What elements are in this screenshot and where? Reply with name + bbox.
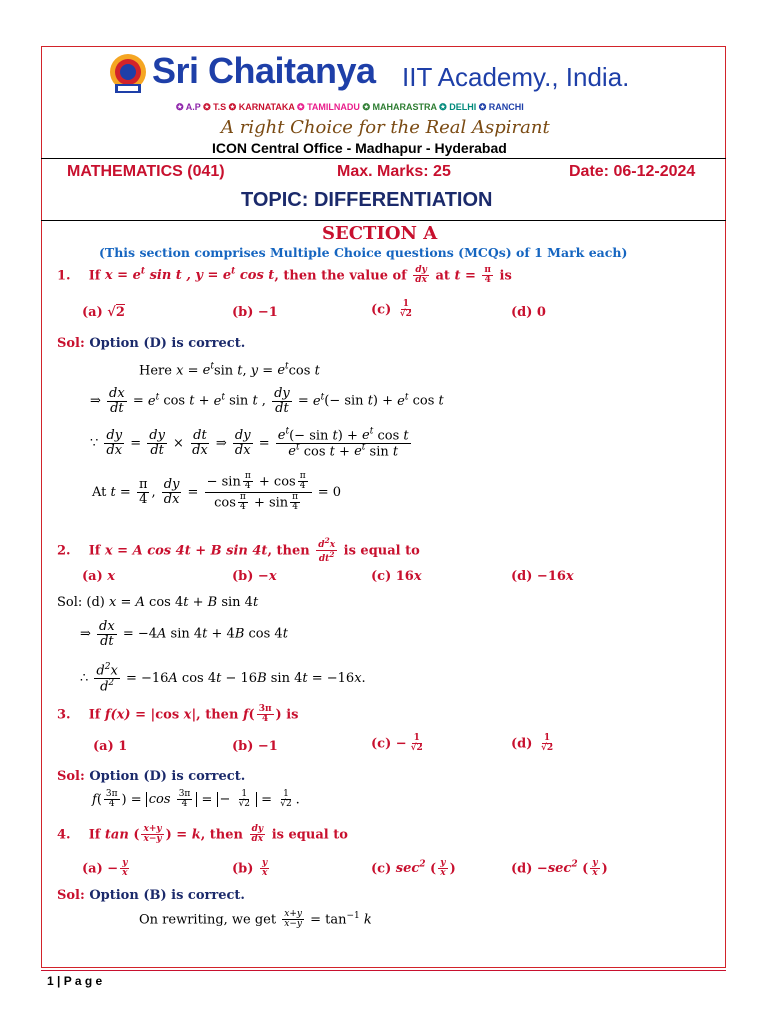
office-line: ICON Central Office - Madhapur - Hyderabad	[212, 140, 507, 156]
q1-option-d: (d) 0	[511, 305, 546, 320]
q4-option-a: (a) − $\frac{y}{x}$	[82, 858, 128, 879]
tagline: A right Choice for the Real Aspirant	[221, 117, 550, 138]
q4-text: 4. If tan ( $\frac{x+y}{x-y}$ ) = k, then $\frac{dy}{dx}$ is equal to	[57, 824, 348, 845]
q3-option-a: (a) 1	[93, 739, 128, 754]
footer-divider	[41, 970, 726, 971]
q1-text: 1. If $x = e^t$ sin t , $y = e^t$ cos t, then the value of $\frac{dy}{dx}$ at t = $\frac{\pi}{4}$ is	[57, 265, 512, 286]
q1-option-a: (a) √2	[82, 305, 125, 320]
q4-option-c: (c) $\sec^2$ ( $\frac{y}{x}$ )	[371, 858, 456, 879]
states-list: ✪ A.P ✪ T.S ✪ KARNATAKA ✪ TAMILNADU ✪ MAHARASTRA ✪ DELHI ✪ RANCHI	[176, 102, 524, 112]
q1-option-b: (b) −1	[232, 305, 278, 320]
q3-option-b: (b) −1	[232, 739, 278, 754]
q4-sol-line1: On rewriting, we get $\frac{x+y}{x-y}$ = $\tan^{-1} k$	[139, 909, 372, 930]
q2-sol-line2: ⇒ $\frac{dx}{dt}$ = −4A sin 4t + 4B cos 4t	[80, 619, 288, 649]
q4-option-b: (b) $\frac{y}{x}$	[232, 858, 268, 879]
topic-divider	[41, 220, 726, 221]
q2-text: 2. If x = A cos 4t + B sin 4t, then $\frac{d^2x}{dt^2}$ is equal to	[57, 536, 420, 565]
q2-option-a: (a) x	[82, 569, 116, 584]
q2-option-c: (c) 16x	[371, 569, 422, 584]
brand-name: Sri Chaitanya	[152, 50, 376, 91]
q4-solution: Sol: Option (B) is correct.	[57, 888, 245, 903]
section-title: SECTION A	[322, 223, 438, 244]
q1-sol-line2: ⇒ $\frac{dx}{dt}$ = $e^t$ $\cos t + e^t$ sin t , $\frac{dy}{dt}$ = $e^t(- \sin t) + e^t$ cos t	[90, 386, 444, 416]
q1-solution: Sol: Option (D) is correct.	[57, 336, 246, 351]
subject-label: MATHEMATICS (041)	[67, 163, 225, 180]
page-number: 1 | P a g e	[47, 974, 103, 988]
exam-date: Date: 06-12-2024	[569, 163, 696, 180]
academy-logo	[106, 52, 150, 98]
header-divider	[41, 158, 726, 159]
q3-solution: Sol: Option (D) is correct.	[57, 769, 246, 784]
q3-sol-line1: f( $\frac{3\pi}{4}$ ) = cos $\frac{3\pi}{4}$ = − $\frac{1}{√2}$ = $\frac{1}{√2}$ .	[92, 789, 300, 810]
max-marks: Max. Marks: 25	[337, 163, 451, 180]
q2-sol-line1: Sol: (d) x = A cos 4t + B sin 4t	[57, 595, 259, 610]
q1-option-c: (c) $\frac{1}{√2}$	[371, 299, 412, 320]
topic-title: TOPIC: DIFFERENTIATION	[241, 189, 493, 211]
q3-option-d: (d) $\frac{1}{√2}$	[511, 733, 554, 754]
section-note: (This section comprises Multiple Choice questions (MCQs) of 1 Mark each)	[99, 245, 628, 260]
q1-sol-line3: ∵ $\frac{dy}{dx}$ = $\frac{dy}{dt}$ × $\frac{dt}{dx}$ ⇒ $\frac{dy}{dx}$ = $\frac{e^t(- \sin t) + e^t \cos t}{e^t \cos t + e^t \sin t}$	[90, 427, 409, 460]
q2-sol-line3: ∴ $\frac{d^2x}{d^2}$ = −16A cos 4t − 16B sin 4t = −16x.	[80, 662, 366, 695]
q4-option-d: $(d) -\sec^2$ ( $\frac{y}{x}$ )	[511, 858, 608, 879]
q1-sol-line1: Here $x = e^t\sin$ t, $y = e^t\cos$ t	[139, 362, 320, 379]
q1-sol-line4: At t = $\frac{\pi}{4}$ , $\frac{dy}{dx}$ = − sin $\frac{\pi}{4}$ + cos $\frac{\pi}{4}$ cos $\frac{\pi}{4}$ + sin $\frac{\pi}{4}$ = 0	[92, 471, 342, 513]
q3-text: 3. If f(x) = |cos x|, then f( $\frac{3\pi}{4}$ ) is	[57, 704, 299, 725]
q2-option-d: (d) −16x	[511, 569, 574, 584]
q2-option-b: (b) −x	[232, 569, 277, 584]
q3-option-c: (c) − $\frac{1}{√2}$	[371, 733, 423, 754]
brand-suffix: IIT Academy., India.	[402, 62, 630, 92]
